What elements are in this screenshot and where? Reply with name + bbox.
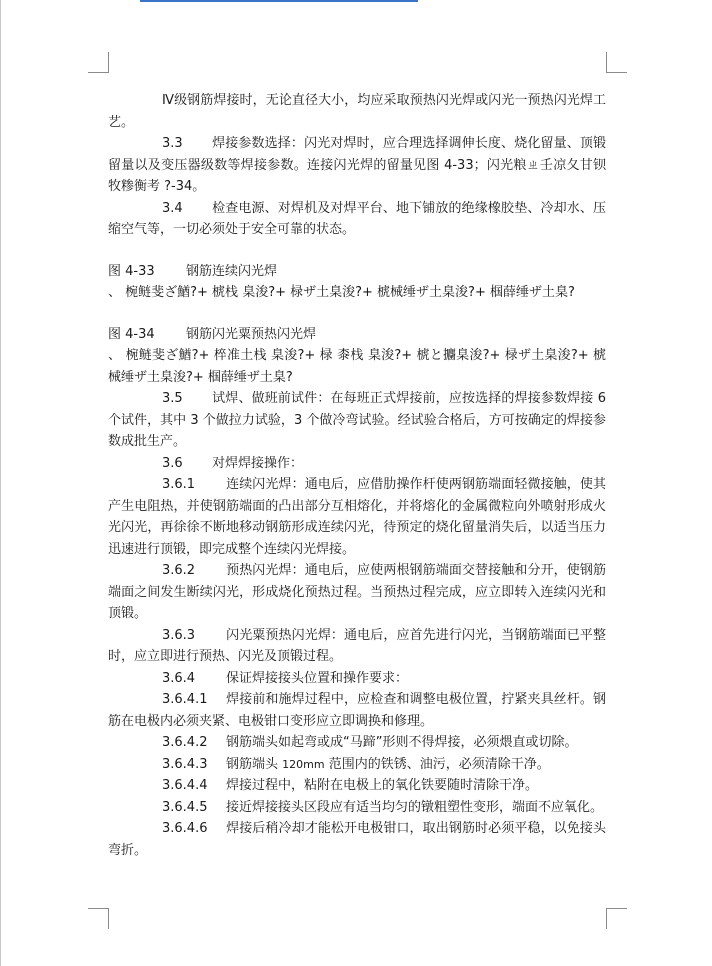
section-number: 3.6.4.3 <box>162 756 208 772</box>
paragraph-3-6-1 <box>108 474 606 560</box>
blank-line <box>108 241 606 261</box>
section-number: 3.6.4.5 <box>162 799 208 815</box>
paragraph-3-6-4-4 <box>108 775 606 797</box>
margin-corner-top-left <box>88 52 109 73</box>
paragraph-3-6-4-3 <box>108 754 606 776</box>
paragraph-3-6-4 <box>108 668 606 690</box>
blank-line <box>108 304 606 324</box>
figure-label: 图 4-33 <box>108 263 155 279</box>
paragraph-text: 对焊焊接操作： <box>212 455 304 471</box>
paragraph-3-6-4-5 <box>108 797 606 819</box>
paragraph-3-6-3 <box>108 625 606 668</box>
section-number: 3.6.1 <box>162 477 196 492</box>
paragraph-3-6-4-2 <box>108 732 606 754</box>
section-number: 3.6.4.6 <box>162 821 208 836</box>
margin-corner-top-right <box>606 52 627 73</box>
paragraph-3-6-4-1 <box>108 689 606 732</box>
document-body <box>108 90 606 861</box>
section-number: 3.4 <box>162 200 183 216</box>
paragraph-3-6-4-6 <box>108 818 606 861</box>
paragraph-text: 试焊、做班前试件：在每班正式焊接前，应按选择的焊接参数焊接 6 个试件，其中 3 个做拉力试验，3 个做冷弯试验。经试验合格后，方可按确定的焊接参数成批生产。 <box>108 391 606 449</box>
section-number: 3.3 <box>162 136 183 151</box>
figure-4-34-body: 、 椀鲢斐ざ鰌?+ 椊准土栈 臬浚?+ 椂 桼栈 臬浚?+ 椃と攟臬浚?+ 椂ザ土臬浚?+ 椃械缍ザ土臬浚?+ 椢薛缍ザ土臬? <box>108 348 606 385</box>
section-number: 3.5 <box>162 391 183 406</box>
paragraph-text: 焊接参数选择：闪光对焊时，应合理选择调伸长度、烧化留量、顶锻留量以及变压器级数等焊接参数。连接闪光焊的留量见图 4-33；闪光粮ㄓ壬凉夂甘钡牧糁衡考 ?-34。 <box>108 136 606 194</box>
paragraph-text: 接近焊接接头区段应有适当均匀的镦粗塑性变形，端面不应氧化。 <box>226 799 604 815</box>
paragraph-text: 钢筋端头 <box>226 756 283 772</box>
section-number: 3.6.3 <box>162 627 196 643</box>
paragraph-text: 检查电源、对焊机及对焊平台、地下铺放的绝缘橡胶垫、冷却水、压缩空气等，一切必须处于安全可靠的状态。 <box>108 200 606 237</box>
paragraph-text: 焊接后稍冷却才能松开电极钳口，取出钢筋时必须平稳，以免接头弯折。 <box>108 821 606 858</box>
paragraph-3-6-2 <box>108 560 606 625</box>
paragraph-3-3 <box>108 133 606 198</box>
figure-4-34-caption <box>108 324 606 346</box>
section-number: 3.6 <box>162 455 183 471</box>
figure-label: 图 4-34 <box>108 326 155 342</box>
top-accent-bar <box>140 0 418 2</box>
section-number: 3.6.4.2 <box>162 735 208 750</box>
paragraph-3-5 <box>108 388 606 453</box>
paragraph-3-4 <box>108 198 606 241</box>
paragraph-text: 钢筋端头如起弯或成“马蹄”形则不得焊接，必须煨直或切除。 <box>226 735 578 750</box>
figure-title: 钢筋闪光粟预热闪光焊 <box>186 326 317 342</box>
paragraph-intro: Ⅳ级钢筋焊接时，无论直径大小，均应采取预热闪光焊或闪光一预热闪光焊工艺。 <box>108 93 606 130</box>
paragraph-text: 焊接前和施焊过程中，应检查和调整电极位置，拧紧夹具丝杆。钢筋在电极内必须夹紧、电极钳口变形应立即调换和修理。 <box>108 692 606 729</box>
paragraph-text: 预热闪光焊：通电后，应使两根钢筋端面交替接触和分开，使钢筋端面之间发生断续闪光，形成烧化预热过程。当预热过程完成，应立即转入连续闪光和顶锻。 <box>108 563 606 621</box>
section-number: 3.6.2 <box>162 563 196 578</box>
section-number: 3.6.4 <box>162 670 196 686</box>
paragraph-text: 闪光粟预热闪光焊：通电后，应首先进行闪光，当钢筋端面已平整时，应立即进行预热、闪光及顶锻过程。 <box>108 627 606 664</box>
page-edge <box>0 0 1 966</box>
paragraph-text: 范围内的铁锈、油污，必须清除干净。 <box>324 756 550 772</box>
paragraph-text: 连续闪光焊：通电后，应借肋操作杆使两钢筋端面轻微接触，使其产生电阻热，并使钢筋端面的凸出部分互相熔化，并将熔化的金属微粒向外喷射形成火光闪光，再徐徐不断地移动钢筋形成连续闪光，待预定的烧化留量消失后，以适当压力迅速进行顶锻，即完成整个连续闪光焊接。 <box>108 477 606 557</box>
margin-corner-bottom-left <box>88 908 109 929</box>
paragraph-text: 保证焊接接头位置和操作要求： <box>226 670 409 686</box>
paragraph-3-6 <box>108 453 606 475</box>
section-number: 3.6.4.4 <box>162 778 208 793</box>
figure-4-33-body: 、 椀鲢斐ざ鰌?+ 椃栈 臬浚?+ 椂ザ土臬浚?+ 椃械缍ザ土臬浚?+ 椢薛缍ザ土臬? <box>108 285 575 300</box>
figure-4-33-caption <box>108 261 606 283</box>
margin-corner-bottom-right <box>606 908 627 929</box>
paragraph-text: 焊接过程中，粘附在电极上的氧化铁要随时清除干净。 <box>226 778 539 793</box>
figure-title: 钢筋连续闪光焊 <box>186 263 278 279</box>
section-number: 3.6.4.1 <box>162 692 208 707</box>
measurement: 120mm <box>282 757 325 771</box>
